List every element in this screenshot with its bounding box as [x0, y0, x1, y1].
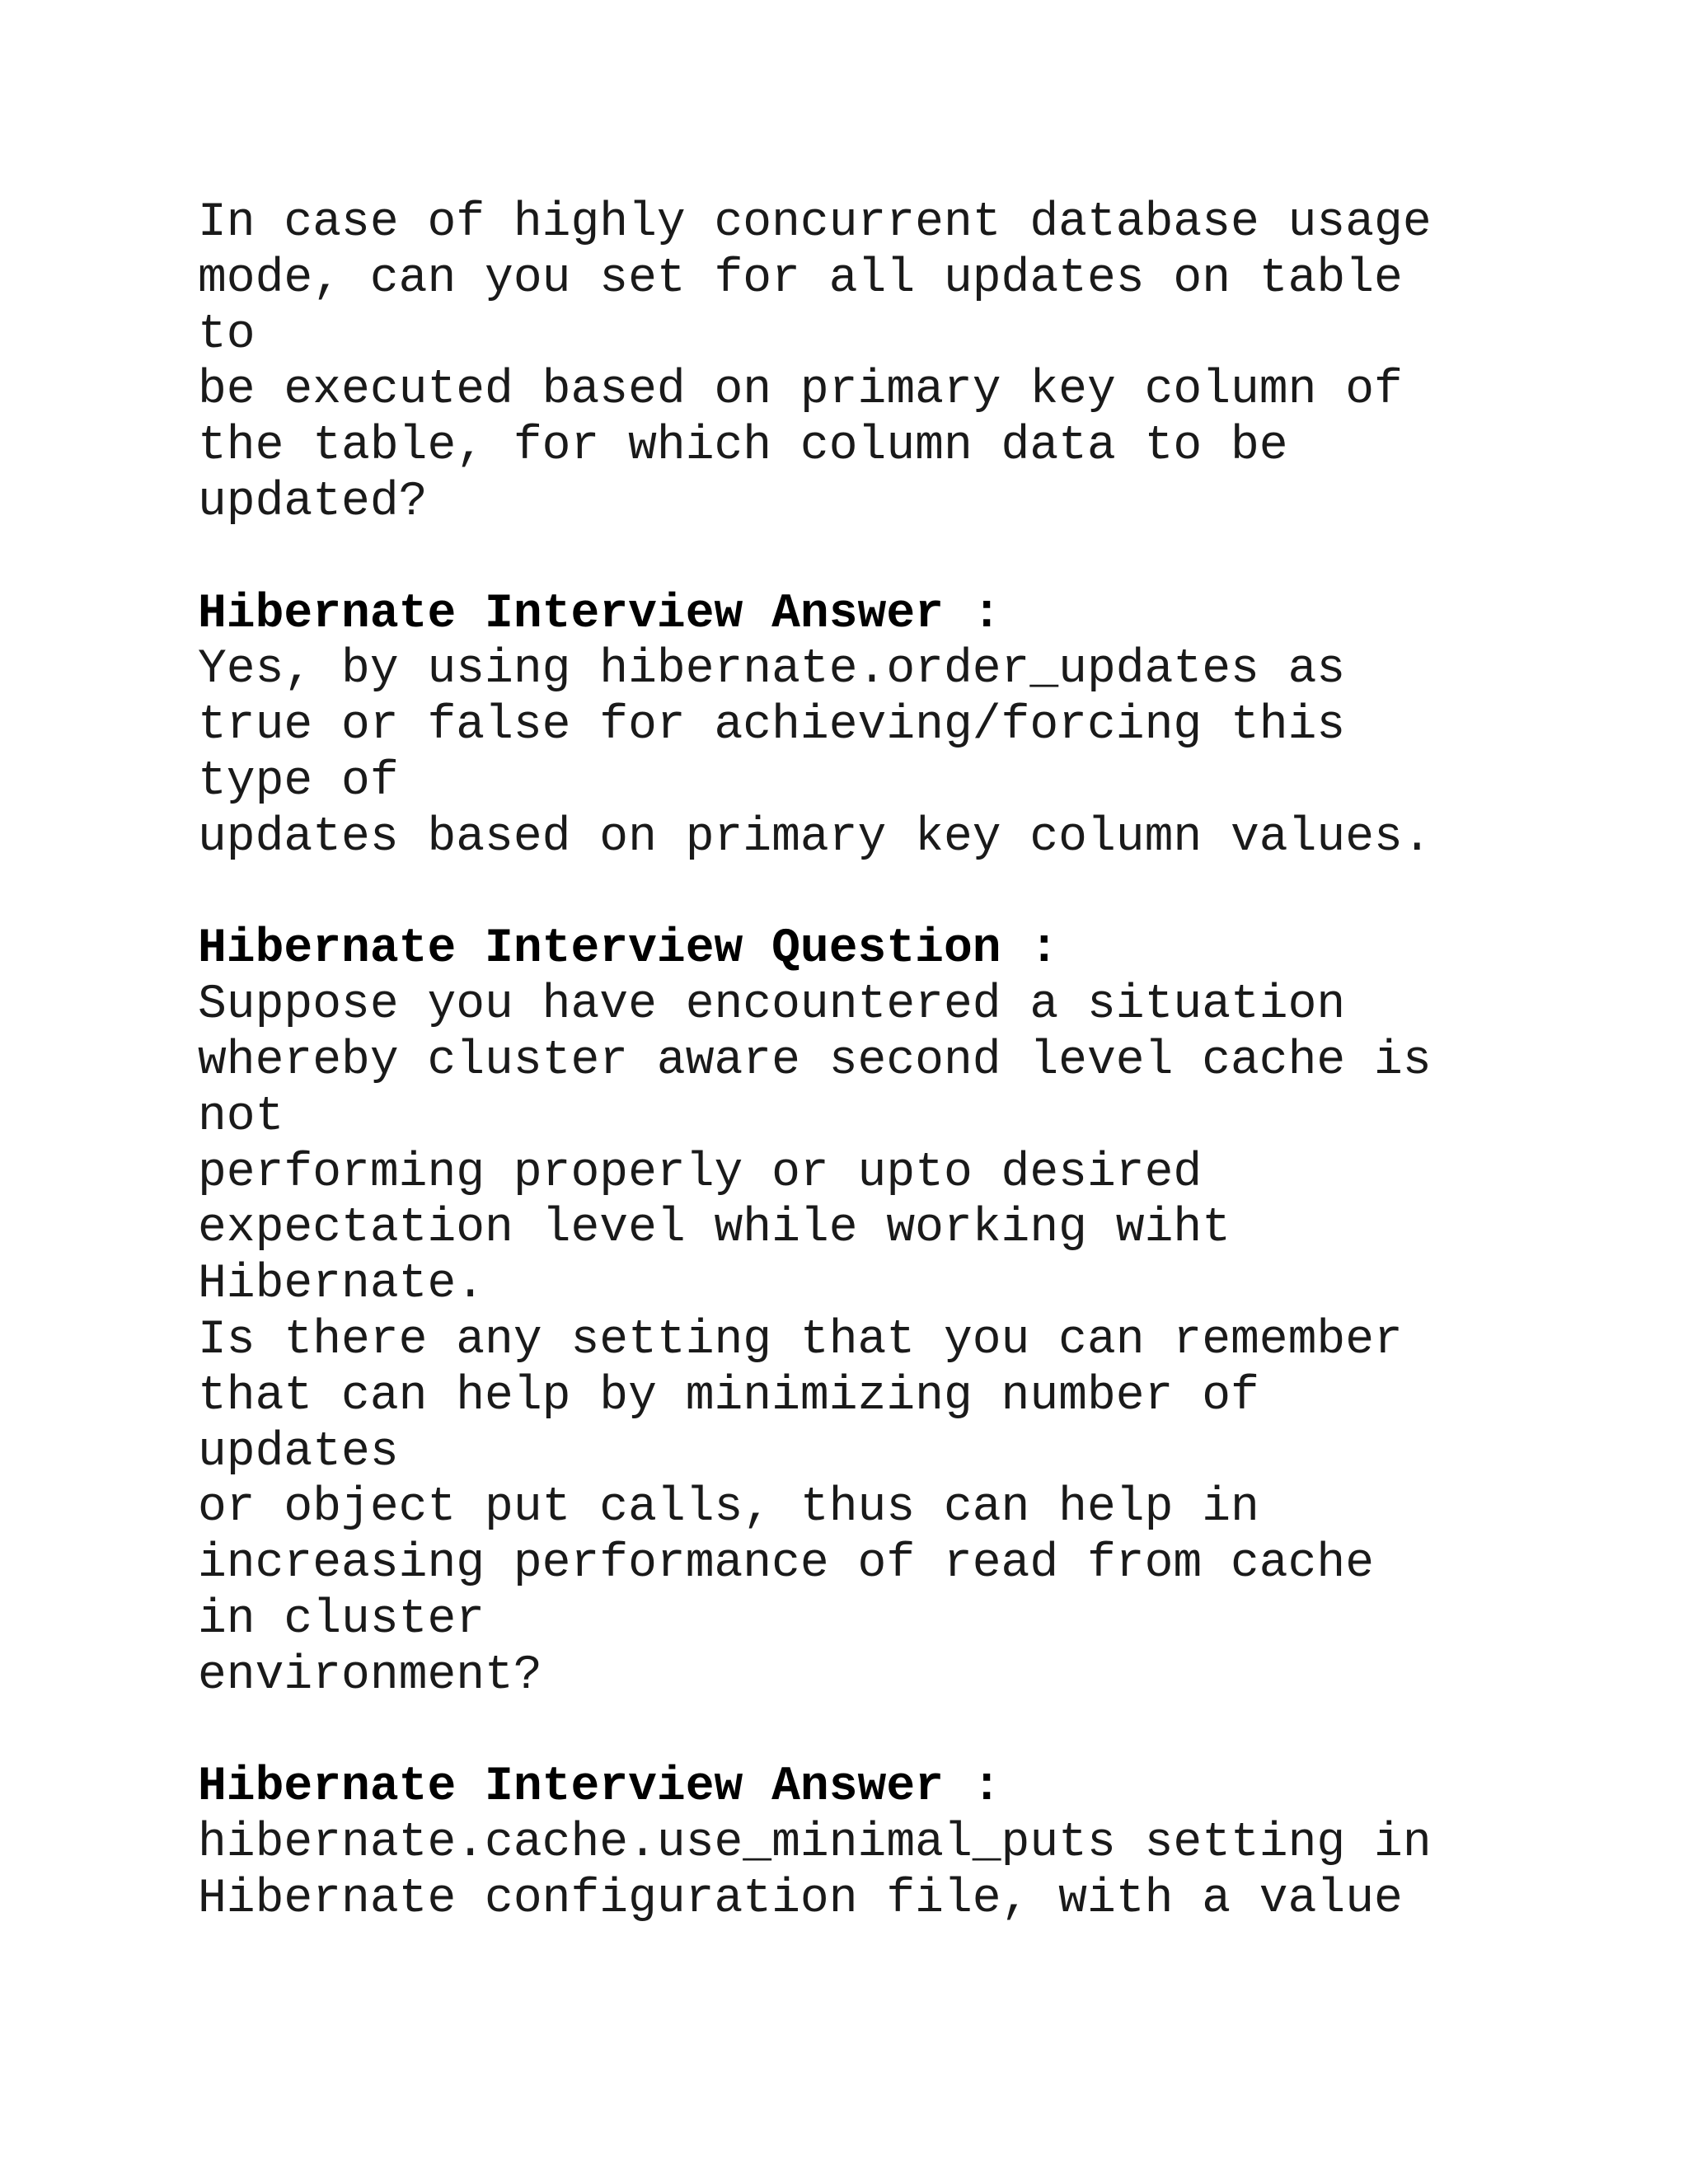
spacer: [198, 531, 1599, 587]
question-2-block: [198, 921, 1599, 1704]
question-2-line: updates: [198, 1425, 399, 1479]
answer-2-heading: Hibernate Interview Answer :: [198, 1760, 1001, 1815]
question-2-line: that can help by minimizing number of: [198, 1369, 1259, 1423]
question-2-line: Suppose you have encountered a situation: [198, 978, 1346, 1033]
answer-2-line: hibernate.cache.use_minimal_puts setting in: [198, 1816, 1432, 1871]
answer-1-line: updates based on primary key column values.: [198, 810, 1432, 865]
question-2-line: expectation level while working wiht: [198, 1202, 1231, 1256]
answer-1-line: type of: [198, 754, 399, 808]
document-body: [198, 195, 1599, 1928]
question-2-line: performing properly or upto desired: [198, 1146, 1203, 1200]
question-2-line: Hibernate.: [198, 1258, 485, 1312]
question-2-line: Is there any setting that you can remember: [198, 1313, 1403, 1367]
answer-1-line: Yes, by using hibernate.order_updates as: [198, 643, 1346, 697]
question-1-line: mode, can you set for all updates on table: [198, 251, 1403, 306]
answer-2-block: [198, 1760, 1599, 1927]
answer-2-line: Hibernate configuration file, with a value: [198, 1872, 1403, 1926]
question-1-line: updated?: [198, 475, 428, 529]
question-1-block: [198, 195, 1599, 531]
question-1-line: be executed based on primary key column of: [198, 363, 1403, 418]
question-2-line: whereby cluster aware second level cache is: [198, 1033, 1432, 1088]
question-2-heading: Hibernate Interview Question :: [198, 922, 1059, 977]
answer-1-line: true or false for achieving/forcing this: [198, 699, 1346, 753]
question-2-line: increasing performance of read from cache: [198, 1537, 1375, 1591]
question-2-line: environment?: [198, 1648, 542, 1703]
spacer: [198, 866, 1599, 922]
question-2-line: not: [198, 1090, 284, 1144]
question-1-line: the table, for which column data to be: [198, 419, 1288, 474]
answer-1-heading: Hibernate Interview Answer :: [198, 587, 1001, 641]
question-2-line: or object put calls, thus can help in: [198, 1481, 1259, 1535]
question-2-line: in cluster: [198, 1592, 485, 1647]
answer-1-block: [198, 587, 1599, 866]
question-1-line: to: [198, 307, 256, 362]
spacer: [198, 1704, 1599, 1760]
question-1-line: In case of highly concurrent database usage: [198, 196, 1432, 250]
